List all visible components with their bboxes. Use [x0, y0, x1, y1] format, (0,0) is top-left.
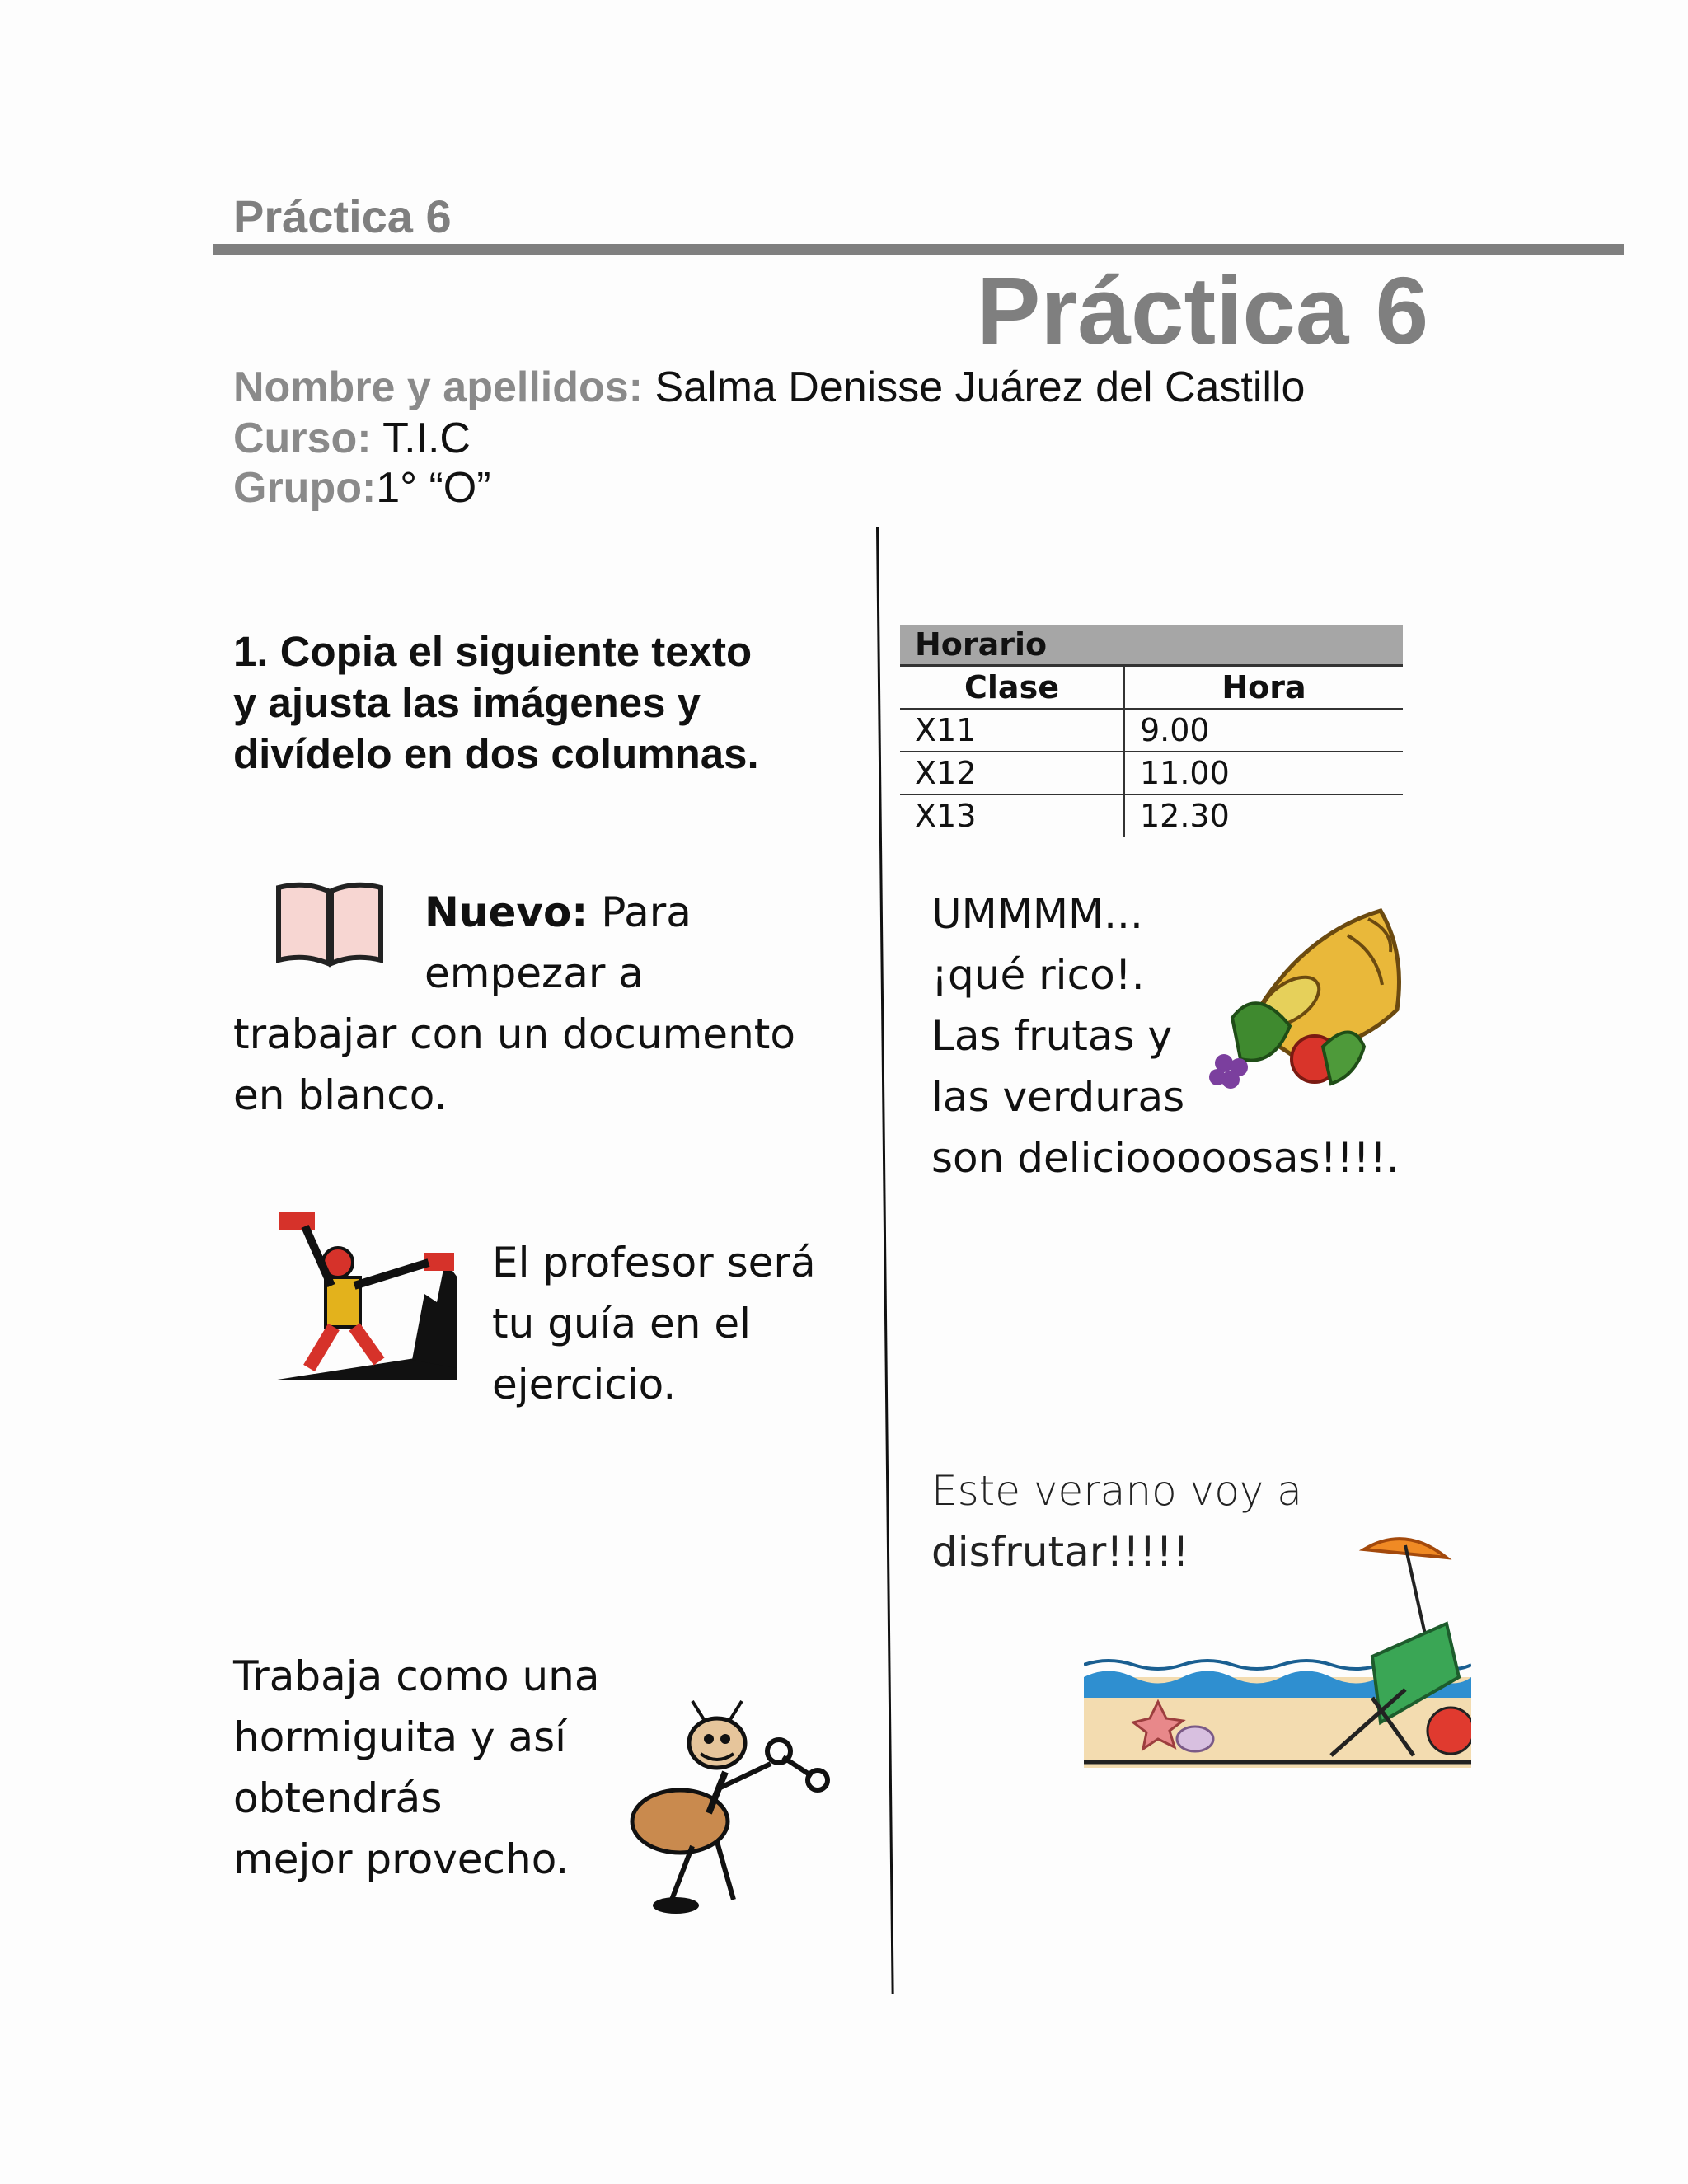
column-divider: [876, 527, 894, 1994]
hormiga-line-2: hormiguita y así: [233, 1713, 567, 1761]
schedule-cell: 12.30: [1140, 798, 1230, 834]
course-value: T.I.C: [371, 415, 471, 462]
nuevo-line-2: empezar a: [424, 949, 644, 997]
frutas-line-5: son deliciooooosas!!!!.: [931, 1134, 1400, 1182]
book-icon: [272, 878, 387, 972]
schedule-header-clase: Clase: [900, 666, 1124, 710]
schedule-cell: 11.00: [1124, 752, 1403, 794]
nuevo-line-1: [424, 882, 692, 943]
nuevo-text: Para: [588, 888, 692, 936]
table-row: [900, 709, 1403, 752]
group-label: Grupo:: [233, 464, 377, 512]
cornucopia-clipart: [1199, 902, 1414, 1117]
instruction-heading: 1. Copia el siguiente texto y ajusta las imágenes y divídelo en dos columnas.: [233, 628, 759, 777]
nuevo-bold: Nuevo:: [424, 888, 588, 936]
group-value: 1° “O”: [376, 464, 491, 512]
course-label: Curso:: [233, 415, 372, 462]
name-value: Salma Denisse Juárez del Castillo: [643, 363, 1306, 411]
frutas-line-3: Las frutas y: [931, 1012, 1173, 1060]
schedule-cell: X11: [900, 709, 1124, 752]
running-header: Práctica 6: [233, 190, 452, 242]
schedule-cell: 9.00: [1124, 709, 1403, 752]
profesor-line-2: tu guía en el: [492, 1300, 752, 1347]
schedule-cell: X12: [900, 752, 1124, 794]
profesor-line-1: El profesor será: [492, 1239, 816, 1286]
superhero-clipart: [272, 1203, 462, 1385]
verano-line-2: disfrutar!!!!!: [931, 1528, 1189, 1576]
header-rule: [213, 244, 1624, 255]
page-title: Práctica 6: [977, 257, 1429, 364]
schedule-cell: X13: [900, 794, 1124, 837]
nuevo-line-4: en blanco.: [233, 1071, 448, 1119]
frutas-line-1: UMMMM...: [931, 890, 1143, 938]
frutas-line-2: ¡qué rico!.: [931, 951, 1145, 999]
schedule-header-hora: Hora: [1124, 666, 1403, 710]
schedule-caption: Horario: [900, 625, 1403, 666]
table-row: [900, 752, 1403, 794]
nuevo-line-3: trabajar con un documento: [233, 1010, 795, 1058]
hormiga-line-4: mejor provecho.: [233, 1835, 570, 1883]
schedule-table: [900, 625, 1403, 837]
beach-clipart: [1084, 1533, 1471, 1772]
profesor-line-3: ejercicio.: [492, 1361, 677, 1408]
course-line: [233, 414, 471, 463]
group-line: [233, 463, 491, 513]
table-row: [900, 794, 1403, 837]
name-line: [233, 363, 1305, 412]
hormiga-line-3: obtendrás: [233, 1774, 443, 1822]
ant-clipart: [626, 1698, 841, 1920]
name-label: Nombre y apellidos:: [233, 363, 643, 411]
verano-line-1: Este verano voy a: [931, 1467, 1302, 1515]
hormiga-line-1: Trabaja como una: [233, 1652, 600, 1700]
frutas-line-4: las verduras: [931, 1073, 1185, 1121]
